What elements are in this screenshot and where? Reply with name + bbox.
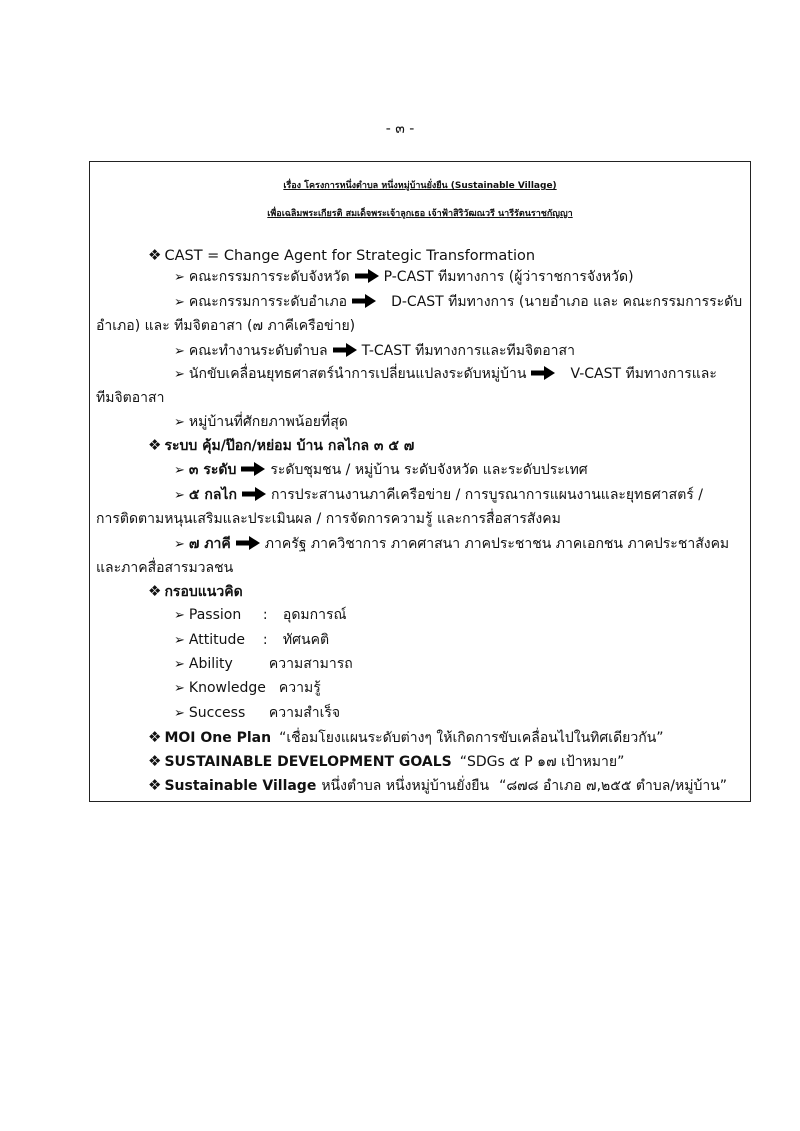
system-heading: ระบบ คุ้ม/ป๊อก/หย่อม บ้าน กลไกล ๓ ๕ ๗: [164, 438, 415, 454]
framework-item-en: Attitude: [188, 632, 245, 648]
content-frame: [89, 161, 751, 802]
mechanism5-continuation: การติดตามหนุนเสริมและประเมินผล / การจัดการความรู้ และการสื่อสารสังคม: [96, 511, 561, 527]
framework-item-en: Knowledge: [188, 680, 266, 696]
partner7-text: ภาครัฐ ภาควิชาการ ภาคศาสนา ภาคประชาชน ภาคเอกชน ภาคประชาสังคม: [264, 536, 730, 552]
d-cast-label: คณะกรรมการระดับอำเภอ: [188, 294, 348, 310]
v-cast-text: V-CAST ทีมทางการและ: [570, 366, 717, 382]
mechanism5-row: [174, 486, 703, 505]
sdg-label: SUSTAINABLE DEVELOPMENT GOALS: [164, 754, 452, 770]
diamond-bullet-icon: ❖: [148, 776, 162, 794]
framework-item-sep: :: [262, 607, 268, 623]
moi-row: [148, 728, 664, 747]
triangle-bullet-icon: ➢: [174, 295, 185, 310]
mechanism5-text: การประสานงานภาคีเครือข่าย / การบูรณาการแผนงานและยุทธศาสตร์ /: [270, 487, 703, 503]
moi-text: “เชื่อมโยงแผนระดับต่างๆ ให้เกิดการขับเคลื่อนไปในทิศเดียวกัน”: [279, 730, 664, 746]
sdg-row: [148, 752, 624, 771]
moi-label: MOI One Plan: [164, 730, 272, 746]
sdg-text: “SDGs ๕ P ๑๗ เป้าหมาย”: [459, 754, 625, 770]
framework-item: [174, 655, 353, 674]
v-cast-continuation: ทีมจิตอาสา: [96, 390, 165, 406]
level3-row: [174, 461, 588, 480]
d-cast-row: [174, 293, 742, 312]
v-cast-label: นักขับเคลื่อนยุทธศาสตร์นำการเปลี่ยนแปลงระดับหมู่บ้าน: [188, 366, 527, 382]
village-text: หมู่บ้านที่ศักยภาพน้อยที่สุด: [188, 414, 348, 430]
triangle-bullet-icon: ➢: [174, 681, 185, 696]
framework-heading-row: [148, 582, 243, 601]
mechanism5-label: ๕ กลไก: [188, 487, 237, 503]
diamond-bullet-icon: ❖: [148, 752, 162, 770]
framework-item-th: ความสำเร็จ: [268, 705, 341, 721]
triangle-bullet-icon: ➢: [174, 633, 185, 648]
p-cast-text: P-CAST ทีมทางการ (ผู้ว่าราชการจังหวัด): [383, 269, 634, 285]
t-cast-row: [174, 342, 575, 361]
framework-item-th: ความรู้: [278, 680, 321, 696]
sv-quote: “๘๗๘ อำเภอ ๗,๒๕๕ ตำบล/หมู่บ้าน”: [499, 778, 728, 794]
triangle-bullet-icon: ➢: [174, 463, 185, 478]
page-number: - ๓ -: [385, 121, 415, 137]
framework-item-th: อุดมการณ์: [282, 607, 347, 623]
triangle-bullet-icon: ➢: [174, 537, 185, 552]
triangle-bullet-icon: ➢: [174, 367, 185, 382]
framework-item: [174, 679, 321, 698]
village-row: [174, 413, 348, 432]
sv-row: [148, 776, 727, 795]
framework-heading: กรอบแนวคิด: [164, 584, 243, 600]
framework-item-th: ความสามารถ: [268, 656, 353, 672]
d-cast-continuation: อำเภอ) และ ทีมจิตอาสา (๗ ภาคีเครือข่าย): [96, 318, 356, 334]
system-heading-row: [148, 436, 414, 455]
framework-item: [174, 631, 329, 650]
diamond-bullet-icon: ❖: [148, 436, 162, 454]
right-arrow-icon: [236, 536, 260, 550]
level3-label: ๓ ระดับ: [188, 462, 237, 478]
title-line-1: เรื่อง โครงการหนึ่งตำบล หนึ่งหมู่บ้านยั่งยืน (Sustainable Village): [283, 181, 557, 191]
partner7-row: [174, 535, 729, 554]
title-line-2: เพื่อเฉลิมพระเกียรติ สมเด็จพระเจ้าลูกเธอ เจ้าฟ้าสิริวัฒณวรี นารีรัตนราชกัญญา: [267, 209, 573, 219]
framework-item-en: Ability: [188, 656, 233, 672]
diamond-bullet-icon: ❖: [148, 582, 162, 600]
right-arrow-icon: [333, 343, 357, 357]
partner7-label: ๗ ภาคี: [188, 536, 231, 552]
framework-item-en: Passion: [188, 607, 242, 623]
d-cast-text: D-CAST ทีมทางการ (นายอำเภอ และ คณะกรรมการระดับ: [391, 294, 743, 310]
right-arrow-icon: [241, 462, 265, 476]
cast-heading-row: [148, 246, 535, 265]
p-cast-row: [174, 268, 634, 287]
sv-text: หนึ่งตำบล หนึ่งหมู่บ้านยั่งยืน: [321, 778, 490, 794]
framework-item: [174, 704, 340, 723]
triangle-bullet-icon: ➢: [174, 706, 185, 721]
diamond-bullet-icon: ❖: [148, 728, 162, 746]
partner7-continuation: และภาคสื่อสารมวลชน: [96, 560, 234, 576]
framework-item-th: ทัศนคติ: [282, 632, 330, 648]
level3-text: ระดับชุมชน / หมู่บ้าน ระดับจังหวัด และระดับประเทศ: [270, 462, 588, 478]
t-cast-label: คณะทำงานระดับตำบล: [188, 343, 328, 359]
right-arrow-icon: [242, 487, 266, 501]
v-cast-row: [174, 365, 717, 384]
framework-item-sep: :: [262, 632, 268, 648]
right-arrow-icon: [352, 294, 376, 308]
triangle-bullet-icon: ➢: [174, 415, 185, 430]
p-cast-label: คณะกรรมการระดับจังหวัด: [188, 269, 350, 285]
triangle-bullet-icon: ➢: [174, 608, 185, 623]
triangle-bullet-icon: ➢: [174, 270, 185, 285]
sv-label: Sustainable Village: [164, 778, 317, 794]
triangle-bullet-icon: ➢: [174, 657, 185, 672]
cast-heading: CAST = Change Agent for Strategic Transformation: [164, 248, 536, 264]
framework-item-en: Success: [188, 705, 246, 721]
right-arrow-icon: [531, 366, 555, 380]
framework-item: [174, 606, 346, 625]
right-arrow-icon: [355, 269, 379, 283]
diamond-bullet-icon: ❖: [148, 246, 162, 264]
t-cast-text: T-CAST ทีมทางการและทีมจิตอาสา: [361, 343, 575, 359]
triangle-bullet-icon: ➢: [174, 488, 185, 503]
triangle-bullet-icon: ➢: [174, 344, 185, 359]
